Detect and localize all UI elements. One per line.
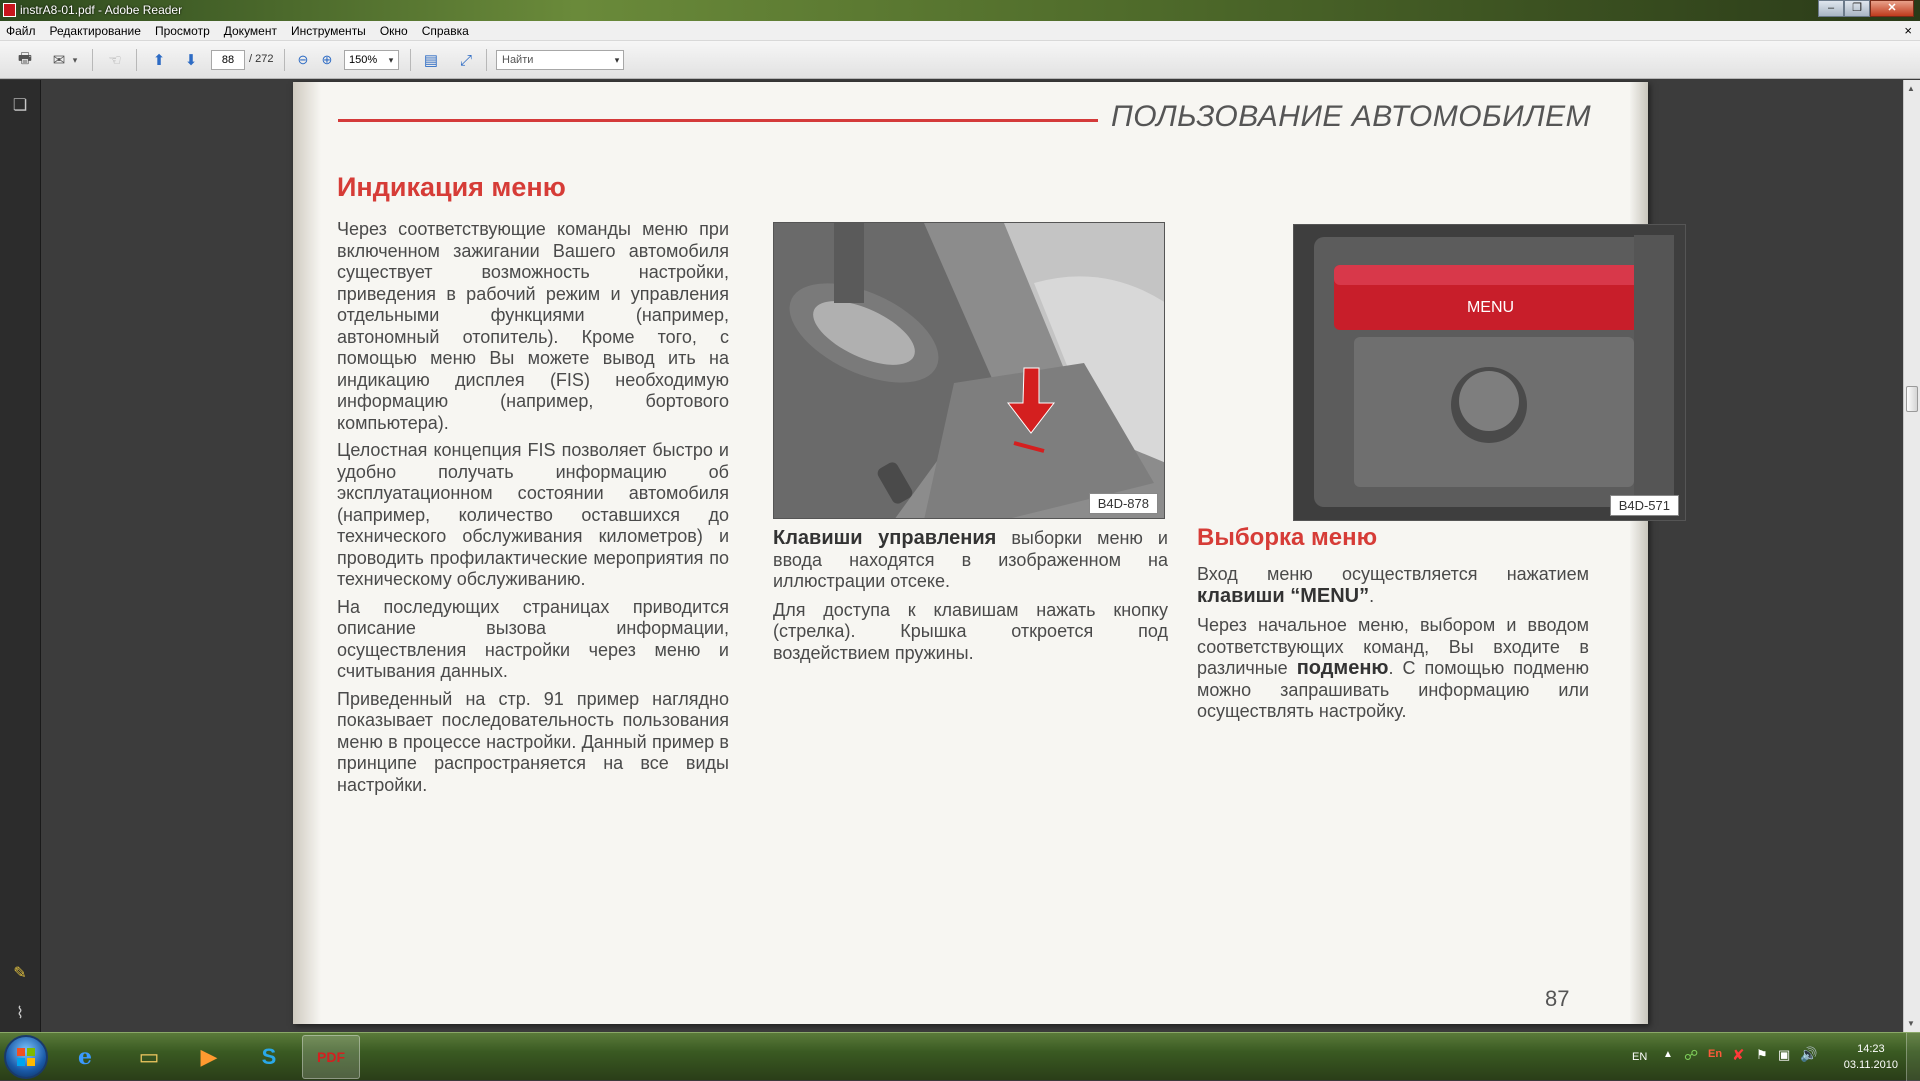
- internet-explorer-icon[interactable]: e: [78, 1044, 92, 1070]
- document-viewer[interactable]: [41, 80, 1903, 1032]
- zoom-value: 150%: [349, 54, 378, 66]
- hand-tool-icon[interactable]: ☜: [108, 52, 122, 69]
- toolbar-separator: [136, 49, 137, 71]
- find-input[interactable]: Найти: [496, 50, 624, 70]
- email-dropdown-icon[interactable]: ▾: [72, 54, 78, 65]
- close-document-button[interactable]: ×: [1904, 23, 1912, 38]
- menu-help[interactable]: Справка: [421, 23, 469, 38]
- scrollbar-thumb[interactable]: [1906, 386, 1918, 412]
- show-desktop-button[interactable]: [1906, 1033, 1920, 1081]
- zoom-in-icon[interactable]: ⊕: [321, 52, 333, 67]
- subsection-title: Выборка меню: [1197, 524, 1378, 551]
- text-column-3: [1197, 564, 1589, 731]
- menu-tools[interactable]: Инструменты: [290, 23, 366, 38]
- page-number: 87: [1545, 986, 1570, 1011]
- security-alert-icon[interactable]: ✘: [1732, 1047, 1745, 1064]
- text-column-2: [773, 528, 1168, 671]
- paragraph: Для доступа к клавишам нажать кнопку (стрелка). Крышка откроется под воздействием пружины.: [773, 599, 1168, 663]
- text-column-1: [337, 219, 729, 802]
- clock-date: 03.11.2010: [1843, 1059, 1898, 1071]
- network-status-icon[interactable]: ☍: [1684, 1047, 1699, 1063]
- toolbar-separator: [92, 49, 93, 71]
- scroll-up-icon[interactable]: ▲: [1907, 84, 1915, 93]
- menu-edit[interactable]: Редактирование: [49, 23, 141, 38]
- start-button[interactable]: [4, 1035, 48, 1079]
- media-player-icon[interactable]: ▶: [200, 1044, 218, 1069]
- toolbar-separator: [284, 49, 285, 71]
- previous-page-icon[interactable]: ⬆: [152, 52, 166, 69]
- paragraph: На последующих страницах приводится описание вызова информации, осуществления настройки через меню и считывания данных.: [337, 596, 729, 681]
- menu-document[interactable]: Документ: [223, 23, 277, 38]
- comments-icon[interactable]: ✎: [13, 965, 27, 982]
- console-photo: [773, 222, 1165, 519]
- title-bar: [0, 0, 1920, 21]
- network-icon[interactable]: ▣: [1778, 1047, 1791, 1062]
- paragraph-text: выборки меню и ввода находятся в изображенном на иллюстрации отсеке.: [773, 528, 1168, 591]
- paragraph-text: .: [1369, 585, 1375, 606]
- paragraph-text: Через начальное меню, выбором и вводом соответствующих команд, Вы входите в различные: [1197, 615, 1589, 678]
- menu-view[interactable]: Просмотр: [154, 23, 210, 38]
- next-page-icon[interactable]: ⬇: [184, 52, 198, 69]
- taskbar: [0, 1032, 1920, 1080]
- zoom-out-icon[interactable]: ⊖: [297, 52, 309, 67]
- menu-button-photo: [1293, 224, 1686, 521]
- menu-key-term: клавиши “MENU”: [1197, 584, 1370, 607]
- adobe-reader-taskbar-icon[interactable]: PDF: [302, 1035, 360, 1079]
- page-spine: [293, 82, 321, 1024]
- system-clock[interactable]: [1844, 1041, 1898, 1073]
- language-indicator[interactable]: EN: [1632, 1051, 1648, 1063]
- paragraph: [1197, 615, 1589, 723]
- page-header-title: ПОЛЬЗОВАНИЕ АВТОМОБИЛЕМ: [1111, 100, 1592, 133]
- pages-panel-icon[interactable]: ❏: [12, 97, 28, 114]
- window-title: instrA8-01.pdf - Adobe Reader: [20, 3, 183, 17]
- volume-icon[interactable]: 🔊: [1800, 1046, 1818, 1062]
- zoom-dropdown-icon[interactable]: ▾: [388, 54, 394, 65]
- paragraph: [1197, 564, 1589, 607]
- menu-file[interactable]: Файл: [6, 23, 36, 38]
- navigation-panel: [0, 80, 41, 1032]
- control-keys-term: Клавиши управления: [773, 527, 997, 549]
- toolbar: [0, 41, 1920, 79]
- page-number-input[interactable]: 88: [211, 50, 245, 70]
- find-dropdown-icon[interactable]: ▾: [614, 54, 620, 65]
- adobe-reader-app-icon: [3, 3, 16, 17]
- console-illustration: [774, 223, 1165, 519]
- toolbar-separator: [486, 49, 487, 71]
- submenu-term: подменю: [1296, 657, 1389, 679]
- fit-page-icon[interactable]: ▤: [423, 52, 439, 69]
- menu-key-label: MENU: [1466, 299, 1515, 316]
- paragraph: Приведенный на стр. 91 пример наглядно показывает последовательность пользования меню в процессе настройки. Данный пример в принципе распространяется на все виды настройки.: [337, 688, 729, 795]
- windows-logo-icon: [17, 1048, 35, 1066]
- print-icon[interactable]: 🖶: [17, 49, 33, 67]
- attachments-icon[interactable]: ⌇: [16, 1005, 24, 1022]
- clock-time: 14:23: [1857, 1043, 1885, 1055]
- header-rule: [338, 119, 1098, 122]
- show-hidden-icons-icon[interactable]: ▲: [1663, 1049, 1673, 1060]
- close-window-button[interactable]: ✕: [1870, 0, 1914, 17]
- pdf-page: [293, 82, 1670, 1024]
- figure-code: B4D-878: [1089, 493, 1158, 514]
- toolbar-separator: [410, 49, 411, 71]
- menu-panel-illustration: [1294, 225, 1686, 521]
- paragraph: Через соответствующие команды меню при включенном зажигании Вашего автомобиля существует возможность настройки, приведения в рабочий режим и управления отдельными функциями (например, автономный отопитель). Кроме того, с помощью меню Вы можете вывод ить на индикацию дисплея (FIS) необходимую информацию (например, бортового компьютера).: [337, 219, 729, 433]
- menu-bar: [0, 21, 1920, 41]
- menu-window[interactable]: Окно: [379, 23, 408, 38]
- fit-width-icon[interactable]: ⤢: [459, 51, 472, 69]
- scroll-down-icon[interactable]: ▼: [1907, 1019, 1915, 1028]
- paragraph-text: . С помощью подменю можно запрашивать информацию или осуществлять настройку.: [1197, 658, 1589, 721]
- paragraph: Целостная концепция FIS позволяет быстро и удобно получать информацию об эксплуатационном состоянии автомобиля (например, количество оставшихся до технического обслуживания километров) и проводить профилактические мероприятия по техническому обслуживанию.: [337, 440, 729, 589]
- vertical-scrollbar[interactable]: [1903, 80, 1920, 1032]
- paragraph-text: Вход меню осуществляется нажатием: [1197, 564, 1589, 584]
- file-explorer-icon[interactable]: ▭: [138, 1044, 160, 1069]
- page-total: / 272: [249, 53, 274, 65]
- skype-icon[interactable]: S: [261, 1044, 277, 1069]
- section-title: Индикация меню: [337, 172, 566, 202]
- minimize-button[interactable]: –: [1818, 0, 1844, 17]
- maximize-button[interactable]: ❐: [1844, 0, 1870, 17]
- email-icon[interactable]: ✉: [52, 52, 66, 69]
- figure-code: B4D-571: [1610, 495, 1679, 516]
- paragraph: [773, 528, 1168, 593]
- window-controls: [1818, 0, 1914, 19]
- keyboard-layout-icon[interactable]: En: [1708, 1048, 1723, 1060]
- action-center-flag-icon[interactable]: ⚑: [1756, 1047, 1768, 1062]
